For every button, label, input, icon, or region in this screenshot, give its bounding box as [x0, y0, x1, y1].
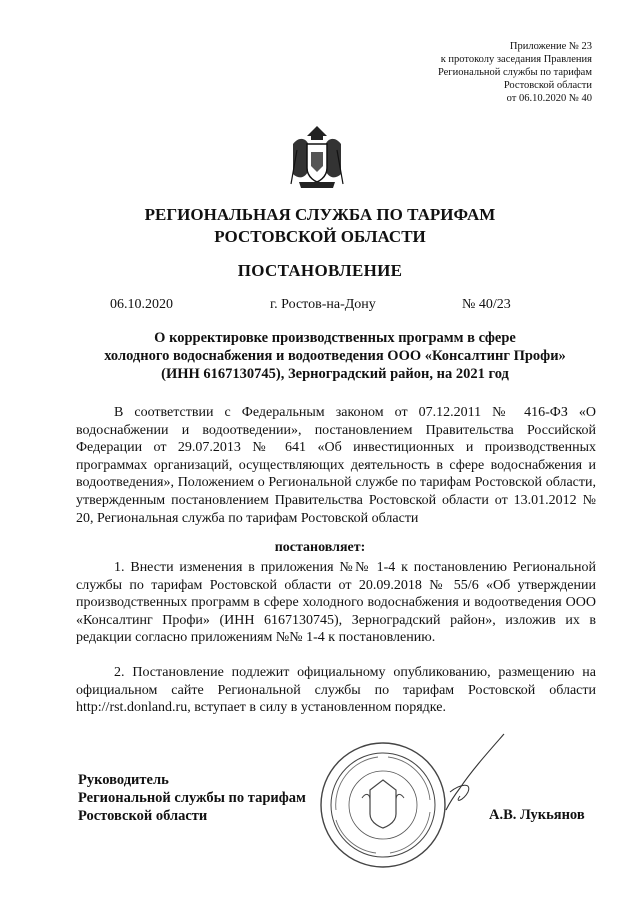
- decree-word: постановляет:: [274, 540, 366, 555]
- annex-line-4: Ростовской области: [503, 80, 592, 91]
- annex-line-2: к протоколу заседания Правления: [440, 54, 592, 65]
- document-subject: [80, 329, 590, 383]
- document-type: ПОСТАНОВЛЕНИЕ: [237, 261, 403, 280]
- signatory-title-line-3: Ростовской области: [78, 808, 208, 824]
- item-2-paragraph: [76, 664, 596, 717]
- item-2-text: 2. Постановление подлежит официальному опубликованию, размещению на официальном сайте Региональной службы по тарифам Ростовской области http://rst.donland.ru, вступает в силу в установленном порядке.: [76, 665, 596, 716]
- annex-line-3: Региональной службы по тарифам: [437, 67, 592, 78]
- org-line-1: РЕГИОНАЛЬНАЯ СЛУЖБА ПО ТАРИФАМ: [144, 205, 496, 224]
- preamble-paragraph: [76, 404, 596, 527]
- item-1-text: 1. Внести изменения в приложения №№ 1-4 к постановлению Региональной службы по тарифам Ростовской области от 20.09.2018 № 55/6 «Об утверждении производственных программ в сфере холодного водоснабжения и водоотведения ООО «Консалтинг Профи» (ИНН 6167130745), Зерноградский район», изложив их в редакции согласно приложениям №№ 1-4 к постановлению.: [76, 560, 596, 646]
- annex-reference: [332, 40, 592, 105]
- document-city: г. Ростов-на-Дону: [270, 297, 376, 312]
- annex-line-1: Приложение № 23: [509, 41, 592, 52]
- subject-line-3: (ИНН 6167130745), Зерноградский район, на 2021 год: [161, 366, 509, 382]
- coat-of-arms-icon: [289, 122, 345, 192]
- signatory-name: А.В. Лукьянов: [489, 807, 585, 823]
- signatory-title-line-2: Региональной службы по тарифам: [78, 790, 306, 806]
- annex-line-5: от 06.10.2020 № 40: [506, 93, 592, 104]
- org-line-2: РОСТОВСКОЙ ОБЛАСТИ: [214, 227, 426, 246]
- document-date: 06.10.2020: [110, 297, 173, 312]
- document-number: № 40/23: [462, 297, 511, 312]
- signatory-title: [78, 771, 306, 825]
- preamble-text: В соответствии с Федеральным законом от 07.12.2011 № 416-ФЗ «О водоснабжении и водоотведении», постановлением Правительства Российской Федерации от 29.07.2013 № 641 «Об инвестиционных и производственных программах организаций, осуществляющих деятельность в сфере водоснабжения и водоотведения», Положением о Региональной службе по тарифам Ростовской области, утвержденным постановлением Правительства Ростовской области от 13.01.2012 № 20, Региональная служба по тарифам Ростовской области: [76, 405, 596, 526]
- issuing-organization: [0, 204, 640, 248]
- item-1-paragraph: [76, 559, 596, 647]
- signatory-title-line-1: Руководитель: [78, 772, 169, 788]
- subject-line-2: холодного водоснабжения и водоотведения ООО «Консалтинг Профи»: [104, 348, 566, 364]
- subject-line-1: О корректировке производственных программ в сфере: [154, 330, 516, 346]
